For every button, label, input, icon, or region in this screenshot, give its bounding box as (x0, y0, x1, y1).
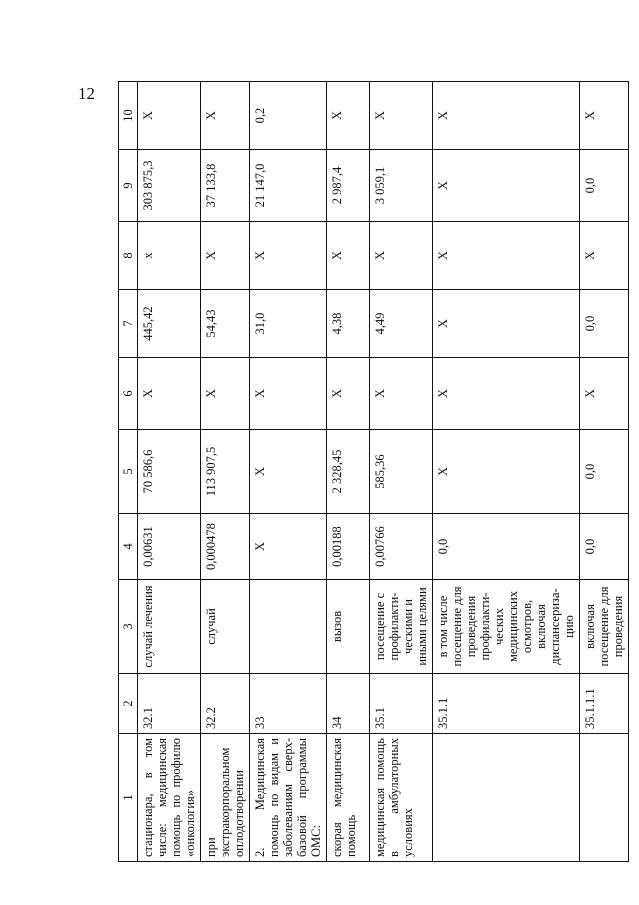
table-row (433, 82, 580, 862)
cell-value: 113 907,5 (201, 430, 250, 514)
cell-unit: случай (201, 580, 250, 674)
cell-value: X (433, 82, 580, 150)
cell-value: X (580, 358, 629, 430)
table-row (201, 82, 250, 862)
cell-value: X (327, 222, 370, 290)
table-row (138, 82, 201, 862)
cell-name: медицинская помощь в амбулаторных условиях (370, 734, 433, 862)
cell-value: X (433, 222, 580, 290)
cell-unit (250, 580, 327, 674)
page-number: 12 (78, 84, 95, 103)
cell-value: 0,0 (580, 150, 629, 222)
cell-name: скорая медицинская помощь (327, 734, 370, 862)
cell-value: X (433, 430, 580, 514)
cell-value: 2 987,4 (327, 150, 370, 222)
cell-value: 0,00631 (138, 514, 201, 580)
cell-value: 0,00188 (327, 514, 370, 580)
col-num-8: 8 (119, 222, 138, 290)
table-row (580, 82, 629, 862)
data-table (118, 81, 629, 862)
cell-value: X (327, 82, 370, 150)
cell-value: X (201, 358, 250, 430)
cell-value: 70 586,6 (138, 430, 201, 514)
cell-value: X (138, 82, 201, 150)
col-num-1: 1 (119, 734, 138, 862)
cell-value: X (580, 222, 629, 290)
cell-value: X (433, 290, 580, 358)
col-num-10: 10 (119, 82, 138, 150)
cell-line-code: 35.1.1 (433, 674, 580, 734)
cell-unit: вызов (327, 580, 370, 674)
cell-value: 37 133,8 (201, 150, 250, 222)
col-num-4: 4 (119, 514, 138, 580)
cell-value: X (370, 82, 433, 150)
column-number-row (119, 82, 138, 862)
cell-value: 4,38 (327, 290, 370, 358)
cell-value: x (138, 222, 201, 290)
cell-value: 0,000478 (201, 514, 250, 580)
cell-unit: случай лечения (138, 580, 201, 674)
cell-name (433, 734, 580, 862)
cell-value: X (250, 222, 327, 290)
cell-value: X (250, 430, 327, 514)
cell-value: 585,36 (370, 430, 433, 514)
cell-line-code: 33 (250, 674, 327, 734)
cell-name (580, 734, 629, 862)
cell-value: X (433, 358, 580, 430)
cell-value: X (433, 150, 580, 222)
cell-value: X (250, 514, 327, 580)
col-num-5: 5 (119, 430, 138, 514)
cell-value: 0,0 (580, 430, 629, 514)
cell-value: 0,0 (580, 514, 629, 580)
cell-value: 3 059,1 (370, 150, 433, 222)
cell-value: 21 147,0 (250, 150, 327, 222)
col-num-3: 3 (119, 580, 138, 674)
cell-value: 0,0 (433, 514, 580, 580)
cell-value: X (370, 358, 433, 430)
cell-value: X (580, 82, 629, 150)
cell-value: 0,0 (580, 290, 629, 358)
cell-value: 445,42 (138, 290, 201, 358)
table-row (370, 82, 433, 862)
cell-unit: включая посещение для проведения (580, 580, 629, 674)
table-row (327, 82, 370, 862)
cell-value: 0,2 (250, 82, 327, 150)
cell-value: X (138, 358, 201, 430)
col-num-2: 2 (119, 674, 138, 734)
cell-name: стационара, в том числе: медицинская помощь по профилю «онкология» (138, 734, 201, 862)
cell-value: X (201, 82, 250, 150)
cell-value: X (201, 222, 250, 290)
cell-value: 2 328,45 (327, 430, 370, 514)
col-num-7: 7 (119, 290, 138, 358)
col-num-6: 6 (119, 358, 138, 430)
col-num-9: 9 (119, 150, 138, 222)
cell-line-code: 32.2 (201, 674, 250, 734)
cell-value: 303 875,3 (138, 150, 201, 222)
cell-value: 31,0 (250, 290, 327, 358)
cell-unit: посещение с профилакти-ческими и иными целями (370, 580, 433, 674)
cell-value: X (370, 222, 433, 290)
cell-line-code: 35.1 (370, 674, 433, 734)
cell-name: при экстракорпоральном оплодотворении (201, 734, 250, 862)
rotated-page (78, 82, 638, 862)
cell-value: 4,49 (370, 290, 433, 358)
cell-line-code: 34 (327, 674, 370, 734)
table-row (250, 82, 327, 862)
cell-name: 2. Медицинская помощь по видам и заболеваниям сверх-базовой программы ОМС: (250, 734, 327, 862)
cell-value: X (327, 358, 370, 430)
cell-value: X (250, 358, 327, 430)
cell-line-code: 32.1 (138, 674, 201, 734)
cell-value: 0,00766 (370, 514, 433, 580)
cell-unit: в том числе посещение для проведения профилакти-ческих медицинских осмотров, включая диспансериза-цию (433, 580, 580, 674)
cell-line-code: 35.1.1.1 (580, 674, 629, 734)
cell-value: 54,43 (201, 290, 250, 358)
